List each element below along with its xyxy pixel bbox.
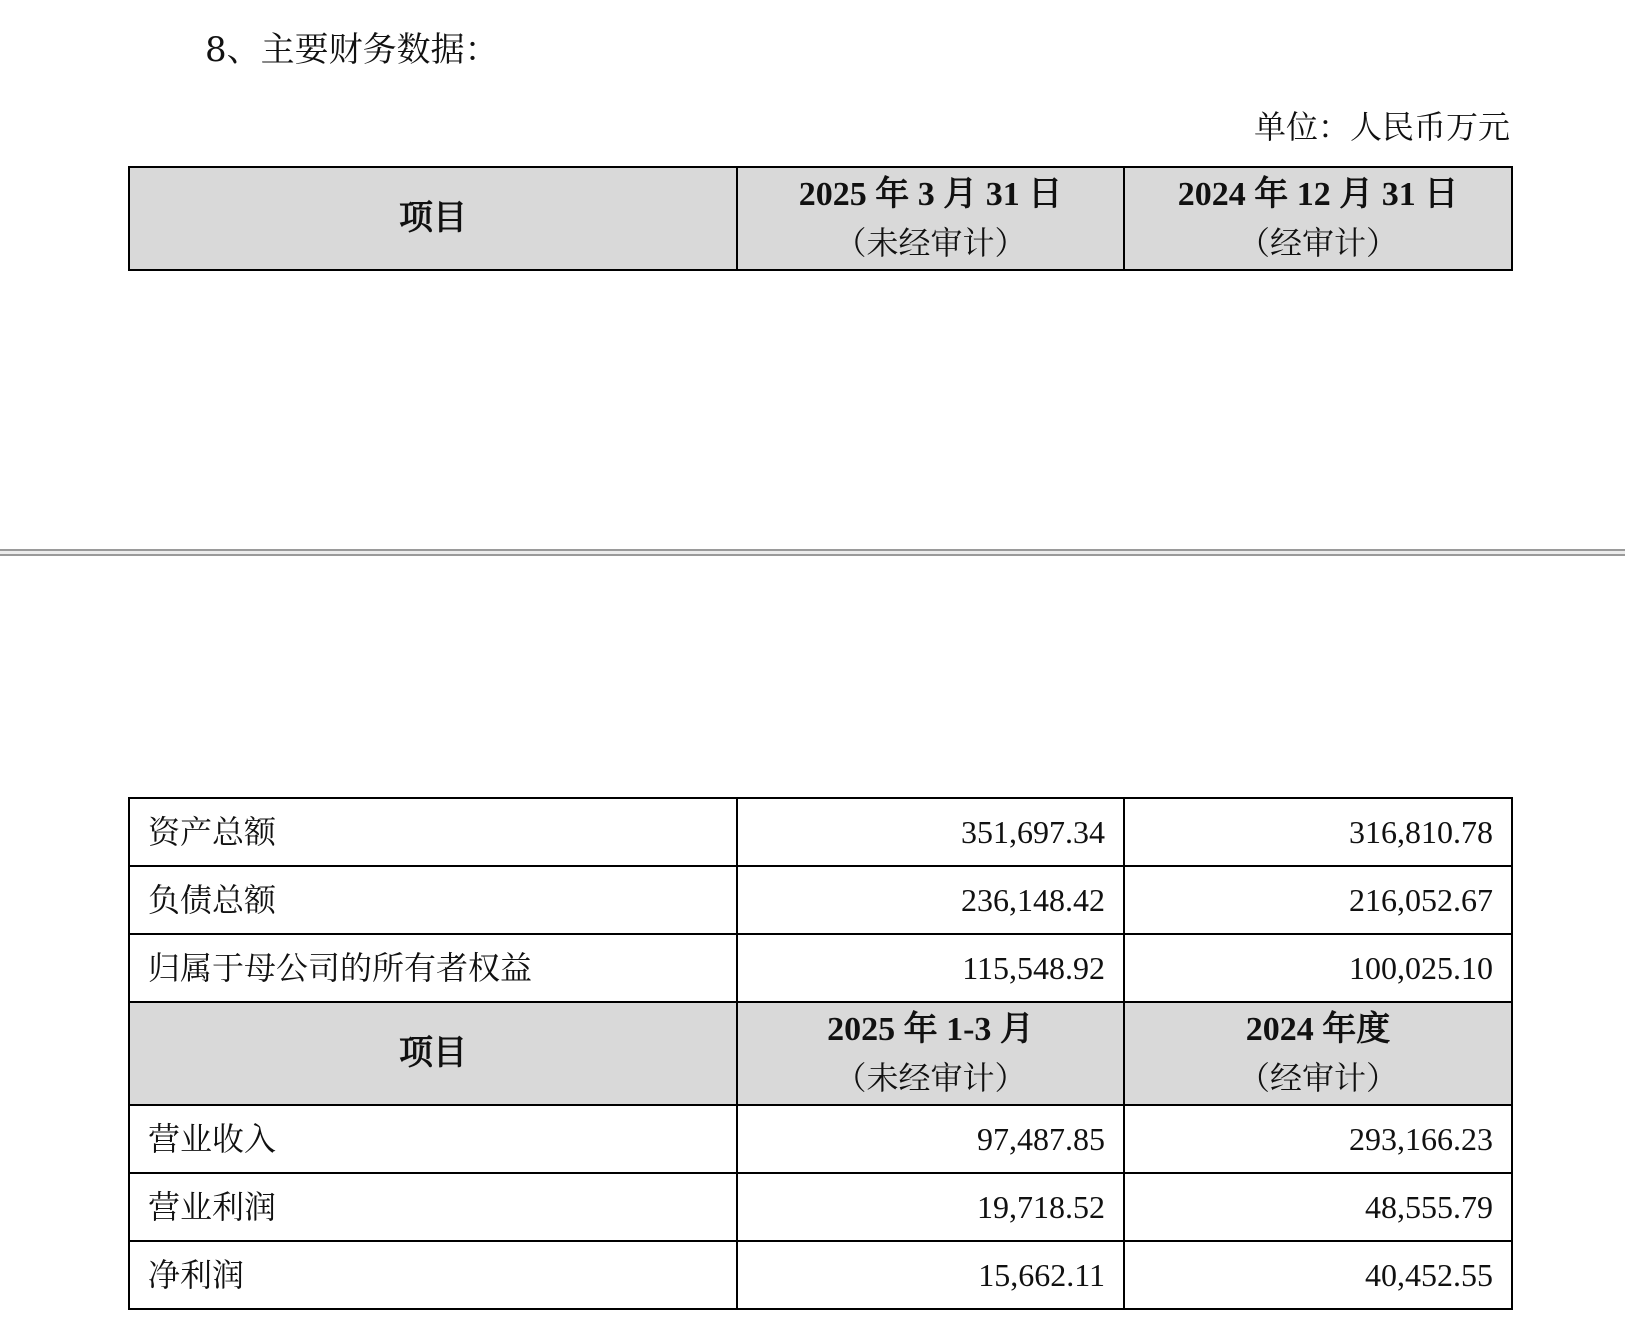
income-header-row (129, 1002, 1512, 1105)
value-2024: 216,052.67 (1124, 866, 1512, 934)
header-unaudited-note: （未经审计） (834, 223, 1027, 262)
header-audited-note: （经审计） (1237, 1058, 1398, 1097)
row-label: 资产总额 (129, 798, 737, 866)
value-2025: 97,487.85 (737, 1105, 1124, 1173)
header-date-2025: 2025 年 3 月 31 日 (798, 175, 1063, 213)
header-period-2025: 2025 年 1-3 月 (827, 1010, 1034, 1048)
header-period-2025-cell (737, 1002, 1124, 1105)
table-row (129, 934, 1512, 1002)
row-label: 负债总额 (129, 866, 737, 934)
value-2024: 100,025.10 (1124, 934, 1512, 1002)
financial-data-table (128, 797, 1513, 1310)
table-row (129, 866, 1512, 934)
header-item-cell (129, 167, 737, 270)
value-2025: 19,718.52 (737, 1173, 1124, 1241)
header-period-2024: 2024 年度 (1245, 1010, 1391, 1048)
value-2025: 115,548.92 (737, 934, 1124, 1002)
header-period-2024-cell (1124, 1002, 1512, 1105)
header-date-2024-cell (1124, 167, 1512, 270)
table-header-row (129, 167, 1512, 270)
header-date-2024: 2024 年 12 月 31 日 (1177, 175, 1459, 213)
header-unaudited-note: （未经审计） (834, 1058, 1027, 1097)
value-2025: 351,697.34 (737, 798, 1124, 866)
header-item-label: 项目 (399, 1035, 467, 1072)
value-2025: 15,662.11 (737, 1241, 1124, 1309)
section-heading: 8、主要财务数据： (205, 30, 499, 70)
table-row (129, 1173, 1512, 1241)
value-2024: 316,810.78 (1124, 798, 1512, 866)
unit-label: 单位：人民币万元 (1253, 108, 1510, 146)
row-label: 营业利润 (129, 1173, 737, 1241)
row-label: 净利润 (129, 1241, 737, 1309)
table-row (129, 1105, 1512, 1173)
value-2024: 48,555.79 (1124, 1173, 1512, 1241)
value-2024: 293,166.23 (1124, 1105, 1512, 1173)
table-row (129, 798, 1512, 866)
page-break-divider (0, 549, 1625, 556)
header-item-label: 项目 (399, 200, 467, 237)
table-row (129, 1241, 1512, 1309)
header-date-2025-cell (737, 167, 1124, 270)
header-item-cell (129, 1002, 737, 1105)
value-2025: 236,148.42 (737, 866, 1124, 934)
balance-header-table (128, 166, 1513, 271)
row-label: 营业收入 (129, 1105, 737, 1173)
header-audited-note: （经审计） (1237, 223, 1398, 262)
row-label: 归属于母公司的所有者权益 (129, 934, 737, 1002)
value-2024: 40,452.55 (1124, 1241, 1512, 1309)
